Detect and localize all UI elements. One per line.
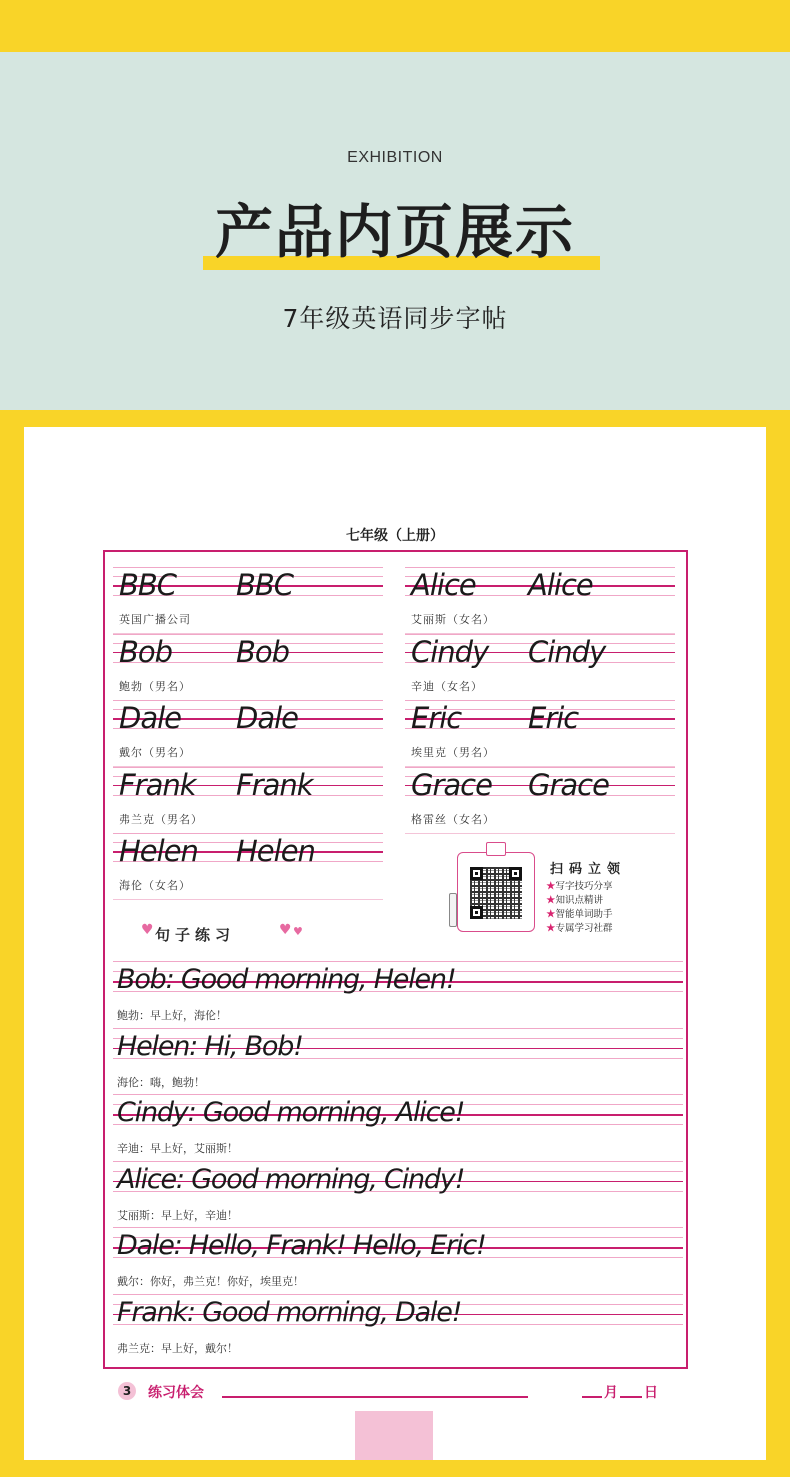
word-handwriting: Cindy — [528, 634, 606, 669]
top-yellow-band — [0, 0, 790, 52]
star-icon: ★ — [546, 923, 556, 934]
sentence-entry — [113, 1094, 683, 1160]
word-handwriting: Helen — [236, 834, 315, 868]
word-meaning: 海伦（女名） — [119, 879, 191, 892]
sentence-meaning: 海伦：嗨，鲍勃！ — [117, 1075, 205, 1089]
word-handwriting: Grace — [528, 767, 609, 802]
reflection-line — [222, 1396, 528, 1398]
word-meaning: 格雷丝（女名） — [411, 812, 495, 826]
word-entry — [113, 567, 383, 633]
pencil-icon — [449, 893, 457, 927]
heart-icon: ♥ — [293, 925, 303, 938]
sentence-handwriting: Frank: Good morning, Dale! — [117, 1296, 462, 1328]
word-meaning: 艾丽斯（女名） — [411, 613, 495, 626]
practice-reflection-label: 练习体会 — [148, 1385, 204, 1401]
writing-line — [113, 1294, 683, 1295]
word-entry — [405, 634, 675, 700]
qr-benefit-item: ★知识点精讲 — [546, 895, 604, 906]
sentence-meaning: 戴尔：你好，弗兰克！你好，埃里克！ — [117, 1275, 304, 1288]
word-meaning: 戴尔（男名） — [119, 746, 191, 759]
qr-benefit-item: ★写字技巧分享 — [546, 881, 613, 892]
qr-title: 扫码立领 — [550, 862, 627, 877]
word-meaning: 鲍勃（男名） — [119, 679, 191, 693]
qr-benefit-item: ★智能单词助手 — [546, 909, 613, 920]
word-handwriting: Eric — [411, 701, 462, 735]
page-title: 产品内页展示 — [214, 198, 575, 266]
word-handwriting: Bob — [236, 634, 290, 669]
month-line — [582, 1396, 602, 1398]
page-number: 3 — [118, 1382, 136, 1400]
writing-line — [113, 961, 683, 962]
sentence-entry — [113, 1028, 683, 1094]
word-handwriting: Helen — [119, 834, 198, 868]
word-handwriting: Bob — [119, 634, 173, 669]
qr-finder-icon — [470, 867, 483, 880]
heart-icon: ♥ — [141, 922, 154, 938]
writing-line — [113, 1227, 683, 1228]
qr-finder-icon — [509, 867, 522, 880]
sentence-meaning: 辛迪：早上好，艾丽斯！ — [117, 1142, 238, 1155]
eyebrow-text: EXHIBITION — [347, 149, 443, 166]
word-entry — [113, 767, 383, 833]
sentence-handwriting: Dale: Hello, Frank! Hello, Eric! — [117, 1230, 486, 1261]
sentence-meaning: 弗兰克：早上好，戴尔！ — [117, 1341, 238, 1355]
word-meaning: 埃里克（男名） — [411, 746, 495, 759]
word-handwriting: Grace — [411, 767, 492, 802]
day-line — [620, 1396, 642, 1398]
word-handwriting: Frank — [119, 767, 196, 802]
exhibition-header — [0, 52, 790, 410]
grade-title: 七年级（上册） — [346, 528, 444, 544]
page-footer — [116, 1379, 686, 1403]
sentence-meaning: 鲍勃：早上好，海伦！ — [117, 1009, 227, 1022]
star-icon: ★ — [546, 881, 556, 892]
star-icon: ★ — [546, 895, 556, 906]
word-entry — [113, 634, 383, 700]
word-handwriting: Frank — [236, 767, 313, 802]
month-label: 月 — [604, 1385, 618, 1401]
word-handwriting: Eric — [528, 701, 579, 735]
sentence-handwriting: Alice: Good morning, Cindy! — [117, 1163, 465, 1195]
meaning-line — [405, 833, 675, 834]
subtitle: 7年级英语同步字帖 — [282, 304, 508, 333]
word-handwriting: Cindy — [411, 634, 489, 669]
qr-benefit-list — [546, 880, 613, 936]
word-handwriting: Alice — [411, 568, 476, 602]
word-handwriting: Dale — [236, 701, 299, 735]
word-handwriting: Alice — [528, 568, 593, 602]
word-handwriting: Dale — [119, 701, 182, 735]
practice-frame: BBC BBC 英国广播公司 Bob Bob 鲍勃（男名） Dale Dale 戴尔（男名） Frank Frank 弗兰克（男名） Helen Helen 海伦（女名） Alice Alice 艾丽斯（女名） Cindy Cindy 辛迪（女名） Eric Eric 埃里克（男名） Grace Grace 格雷丝（女名） 扫码立领 ★写字技巧分享 ★知识点精讲 ★智能单词助手 ★专属学习社群 ♥ 句子练习 ♥ ♥ Bob: Good morning, Helen! 鲍勃：早上好，海伦！ Helen: Hi, Bob! 海伦：嗨，鲍勃！ Cindy: Good morning, Alice! 辛迪：早上好，艾丽斯！ Alice: Good morning, Cindy! 艾丽斯：早上好，辛迪！ Dale: Hello, Frank! Hello, Eric! 戴尔：你好，弗兰克！你好，埃里克！ Frank: Good morning, Dale! 弗兰克：早上好，戴尔！ — [103, 550, 688, 1369]
writing-line — [113, 1094, 683, 1095]
sentence-entry — [113, 1227, 683, 1293]
book-icon — [486, 842, 506, 856]
sentence-meaning: 艾丽斯：早上好，辛迪！ — [117, 1208, 238, 1222]
heart-icon: ♥ — [279, 922, 292, 938]
pink-tab — [355, 1411, 433, 1460]
writing-line — [113, 1161, 683, 1162]
star-icon: ★ — [546, 909, 556, 920]
word-meaning: 弗兰克（男名） — [119, 812, 203, 826]
word-meaning: 英国广播公司 — [119, 613, 191, 626]
sentence-entry — [113, 1161, 683, 1227]
word-meaning: 辛迪（女名） — [411, 679, 483, 693]
sentence-entry — [113, 961, 683, 1027]
word-entry — [405, 567, 675, 633]
copybook-page — [24, 427, 766, 1460]
sentence-handwriting: Bob: Good morning, Helen! — [117, 964, 456, 995]
sentence-entry — [113, 1294, 683, 1360]
title-wrap — [0, 194, 790, 270]
writing-line — [113, 1028, 683, 1029]
meaning-line — [113, 899, 383, 900]
sentence-handwriting: Helen: Hi, Bob! — [117, 1030, 303, 1062]
word-entry — [405, 767, 675, 833]
qr-finder-icon — [470, 906, 483, 919]
qr-box[interactable] — [457, 852, 535, 932]
day-label: 日 — [644, 1385, 658, 1401]
qr-benefit-item: ★专属学习社群 — [546, 923, 613, 934]
word-entry — [113, 700, 383, 766]
word-entry — [113, 833, 383, 899]
sentence-handwriting: Cindy: Good morning, Alice! — [117, 1097, 465, 1128]
word-handwriting: BBC — [236, 568, 294, 602]
word-handwriting: BBC — [119, 568, 177, 602]
word-entry — [405, 700, 675, 766]
